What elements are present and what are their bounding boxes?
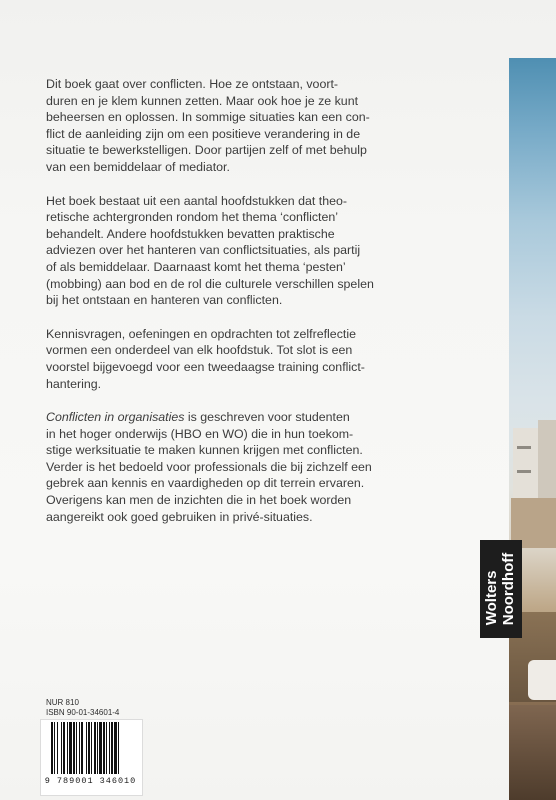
barcode-bar (63, 722, 65, 774)
barcode-bar (54, 722, 55, 774)
barcode-bar (57, 722, 58, 774)
barcode-bar (67, 722, 68, 774)
barcode-bar (99, 722, 102, 774)
blurb-paragraph-3 (46, 326, 496, 392)
photo-building-window (517, 470, 531, 473)
barcode-bar (97, 722, 98, 774)
photo-building (538, 420, 556, 498)
publisher-logo-text (484, 553, 518, 625)
barcode-bar (103, 722, 105, 774)
blurb-p1-text: Dit boek gaat over conflicten. Hoe ze ontstaan, voort- duren en je klem kunnen zetten. Maar ook hoe je ze kunt beheersen en oplossen. In sommige situaties kan een con- flict de aanleiding zijn om een positieve verandering in de situatie te bewerkstelligen. Door partijen zelf of met behulp van een bemiddelaar of mediator. (46, 77, 370, 174)
photo-building (513, 428, 538, 498)
barcode-bar (91, 722, 92, 774)
barcode-bar (94, 722, 96, 774)
barcode-bar (61, 722, 62, 774)
publisher-name-line1: Wolters (483, 570, 500, 626)
book-metadata (46, 698, 119, 718)
barcode-bar (81, 722, 83, 774)
barcode-bar (76, 722, 77, 774)
publisher-name-line2: Noordhoff (500, 552, 517, 626)
photo-wall (509, 705, 556, 800)
barcode-bar (88, 722, 90, 774)
barcode-bar (86, 722, 87, 774)
barcode-bar (111, 722, 113, 774)
barcode-digits: 9 789001 346010 (44, 776, 137, 786)
photo-building-window (517, 446, 531, 449)
barcode-bar (69, 722, 72, 774)
blurb-paragraph-1 (46, 76, 496, 176)
barcode-icon (49, 722, 133, 776)
book-title-italic: Conflicten in organisaties (46, 410, 185, 425)
barcode-bar (114, 722, 117, 774)
barcode-bar (73, 722, 75, 774)
blurb-p4-text: is geschreven voor studenten in het hoger onderwijs (HBO en WO) die in hun toekom- stige werksituatie te maken kunnen krijgen met conflicten. Verder is het bedoeld voor professionals die bij zichzelf een gebrek aan kennis en vaardigheden op dit terrein ervaren. Overigens kan men de inzichten die in het boek worden aangereikt ook goed gebruiken in privé-situaties. (46, 410, 372, 524)
barcode-bar (106, 722, 107, 774)
nur-code: NUR 810 (46, 698, 79, 707)
blurb-paragraph-4 (46, 409, 496, 525)
blurb-p3-text: Kennisvragen, oefeningen en opdrachten tot zelfreflectie vormen een onderdeel van elk hoofdstuk. Tot slot is een voorstel bijgevoegd voor een tweedaagse training conflict- hantering. (46, 326, 365, 391)
blurb-paragraph-2 (46, 193, 496, 309)
photo-person (528, 660, 556, 700)
barcode-bar (79, 722, 80, 774)
blurb-p2-text: Het boek bestaat uit een aantal hoofdstukken dat theo- retische achtergronden rondom het thema ‘conflicten’ behandelt. Andere hoofdstukken bevatten praktische adviezen over het hanteren van conflictsituaties, als partij of als bemiddelaar. Daarnaast komt het thema ‘pesten’ (mobbing) aan bod en de rol die culturele verschillen spelen bij het ontstaan en hanteren van conflicten. (46, 193, 374, 308)
barcode-bar (118, 722, 119, 774)
isbn-code: ISBN 90-01-34601-4 (46, 708, 120, 717)
blurb-text (46, 76, 496, 542)
barcode-bar (109, 722, 110, 774)
barcode-bar (51, 722, 53, 774)
